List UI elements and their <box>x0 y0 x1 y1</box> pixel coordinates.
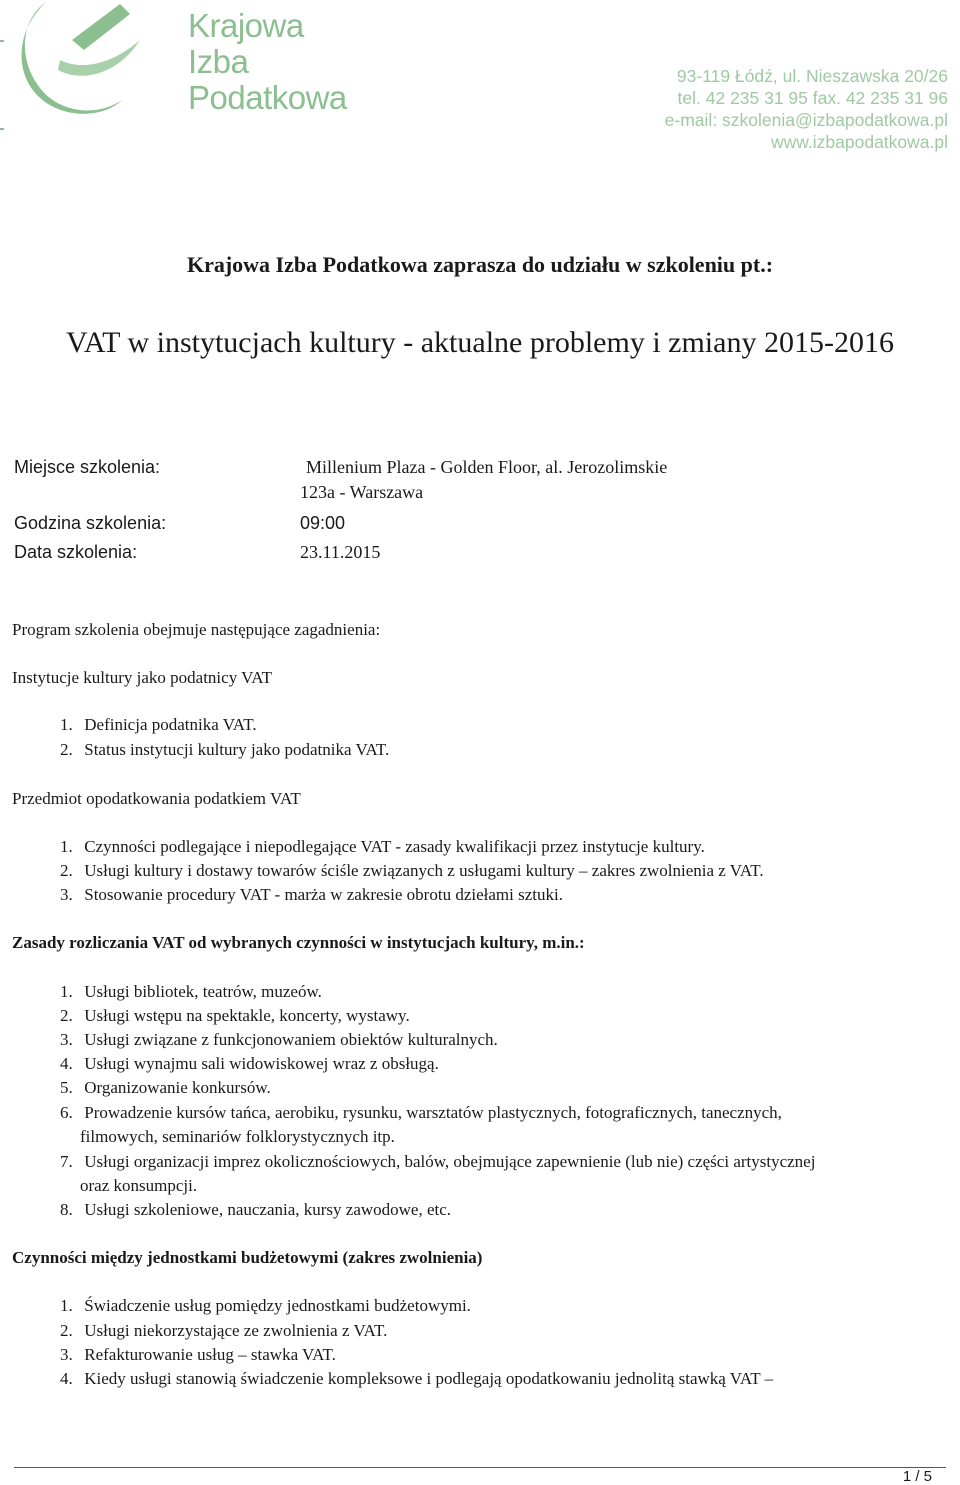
program-intro: Program szkolenia obejmuje następujące zagadnienia: <box>12 620 381 639</box>
footer-divider <box>14 1467 946 1468</box>
contact-block <box>665 65 948 153</box>
place-value-line2: 123a - Warszawa <box>300 482 424 502</box>
list-item <box>60 1152 815 1172</box>
list-text: Refakturowanie usług – stawka VAT. <box>84 1345 336 1364</box>
section-heading: Czynności między jednostkami budżetowymi (zakres zwolnienia) <box>12 1248 483 1267</box>
date-value: 23.11.2015 <box>300 542 381 562</box>
list-number: 3. <box>60 885 73 904</box>
list-item <box>60 885 563 905</box>
list-item <box>60 861 764 881</box>
list-text: Usługi kultury i dostawy towarów ściśle związanych z usługami kultury – zakres zwolnienia z VAT. <box>84 861 764 880</box>
list-number: 2. <box>60 1321 73 1340</box>
list-text: Usługi bibliotek, teatrów, muzeów. <box>84 982 322 1001</box>
list-number: 4. <box>60 1054 73 1073</box>
invite-heading: Krajowa Izba Podatkowa zaprasza do udziału w szkoleniu pt.: <box>186 252 774 277</box>
list-number: 2. <box>60 861 73 880</box>
list-item <box>60 1054 439 1074</box>
time-value: 09:00 <box>300 513 346 533</box>
list-item <box>60 1296 471 1316</box>
list-number: 3. <box>60 1345 73 1364</box>
list-item <box>60 982 322 1002</box>
contact-email[interactable]: e-mail: szkolenia@izbapodatkowa.pl <box>664 110 948 130</box>
list-number: 5. <box>60 1078 73 1097</box>
list-number: 6. <box>60 1103 73 1122</box>
time-label: Godzina szkolenia: <box>14 513 167 533</box>
list-number: 1. <box>60 982 73 1001</box>
place-label: Miejsce szkolenia: <box>14 457 161 477</box>
list-number: 2. <box>60 1006 73 1025</box>
list-text: Usługi wstępu na spektakle, koncerty, wystawy. <box>84 1006 410 1025</box>
list-text: Usługi związane z funkcjonowaniem obiektów kulturalnych. <box>84 1030 498 1049</box>
list-text: Organizowanie konkursów. <box>84 1078 271 1097</box>
section-heading: Zasady rozliczania VAT od wybranych czynności w instytucjach kultury, m.in.: <box>12 933 585 952</box>
section-heading: Instytucje kultury jako podatnicy VAT <box>12 668 273 687</box>
list-text: Prowadzenie kursów tańca, aerobiku, rysunku, warsztatów plastycznych, fotograficznych, tanecznych, <box>84 1103 782 1122</box>
list-text: Status instytucji kultury jako podatnika VAT. <box>84 740 390 759</box>
place-value-line1: Millenium Plaza - Golden Floor, al. Jerozolimskie <box>306 457 668 477</box>
list-number: 2. <box>60 740 73 759</box>
list-text: Kiedy usługi stanowią świadczenie kompleksowe i podlegają opodatkowaniu jednolitą stawką VAT – <box>84 1369 774 1388</box>
list-text: Stosowanie procedury VAT - marża w zakresie obrotu dziełami sztuki. <box>84 885 563 904</box>
list-item-continuation: oraz konsumpcji. <box>80 1176 198 1195</box>
logo-line: Krajowa <box>188 7 304 44</box>
logo-line: Izba <box>188 43 249 80</box>
list-text: Czynności podlegające i niepodlegające VAT - zasady kwalifikacji przez instytucje kultury. <box>84 837 705 856</box>
list-number: 1. <box>60 715 73 734</box>
list-item <box>60 1006 410 1026</box>
list-text: Świadczenie usług pomiędzy jednostkami budżetowymi. <box>84 1296 471 1315</box>
logo-line: Podatkowa <box>188 79 347 116</box>
page-title: VAT w instytucjach kultury - aktualne problemy i zmiany 2015-2016 <box>66 326 894 359</box>
list-number: 3. <box>60 1030 73 1049</box>
list-text: Usługi organizacji imprez okolicznościowych, balów, obejmujące zapewnienie (lub nie) części artystycznej <box>84 1152 816 1171</box>
date-label: Data szkolenia: <box>14 542 138 562</box>
contact-website[interactable]: www.izbapodatkowa.pl <box>770 132 948 152</box>
side-mark <box>0 40 4 42</box>
list-text: Usługi szkoleniowe, nauczania, kursy zawodowe, etc. <box>84 1200 452 1219</box>
list-text: Usługi wynajmu sali widowiskowej wraz z obsługą. <box>84 1054 439 1073</box>
list-number: 7. <box>60 1152 73 1171</box>
logo-emblem-icon <box>0 0 185 140</box>
list-item <box>60 715 257 735</box>
list-item <box>60 1321 387 1341</box>
logo-wordmark <box>188 8 347 116</box>
side-mark <box>0 128 4 130</box>
list-item <box>60 1030 498 1050</box>
list-item <box>60 1078 271 1098</box>
list-item <box>60 1200 451 1220</box>
list-text: Definicja podatnika VAT. <box>84 715 257 734</box>
page-number: 1 / 5 <box>902 1468 932 1485</box>
list-number: 4. <box>60 1369 73 1388</box>
section-heading: Przedmiot opodatkowania podatkiem VAT <box>12 789 301 808</box>
contact-phone: tel. 42 235 31 95 fax. 42 235 31 96 <box>677 88 948 108</box>
list-number: 1. <box>60 837 73 856</box>
list-number: 1. <box>60 1296 73 1315</box>
list-number: 8. <box>60 1200 73 1219</box>
list-item <box>60 837 705 857</box>
list-text: Usługi niekorzystające ze zwolnienia z VAT. <box>84 1321 388 1340</box>
list-item <box>60 740 389 760</box>
list-item <box>60 1345 336 1365</box>
list-item-continuation: filmowych, seminariów folklorystycznych itp. <box>80 1127 395 1146</box>
list-item <box>60 1103 782 1123</box>
list-item <box>60 1369 773 1389</box>
contact-address: 93-119 Łódź, ul. Nieszawska 20/26 <box>676 66 948 86</box>
